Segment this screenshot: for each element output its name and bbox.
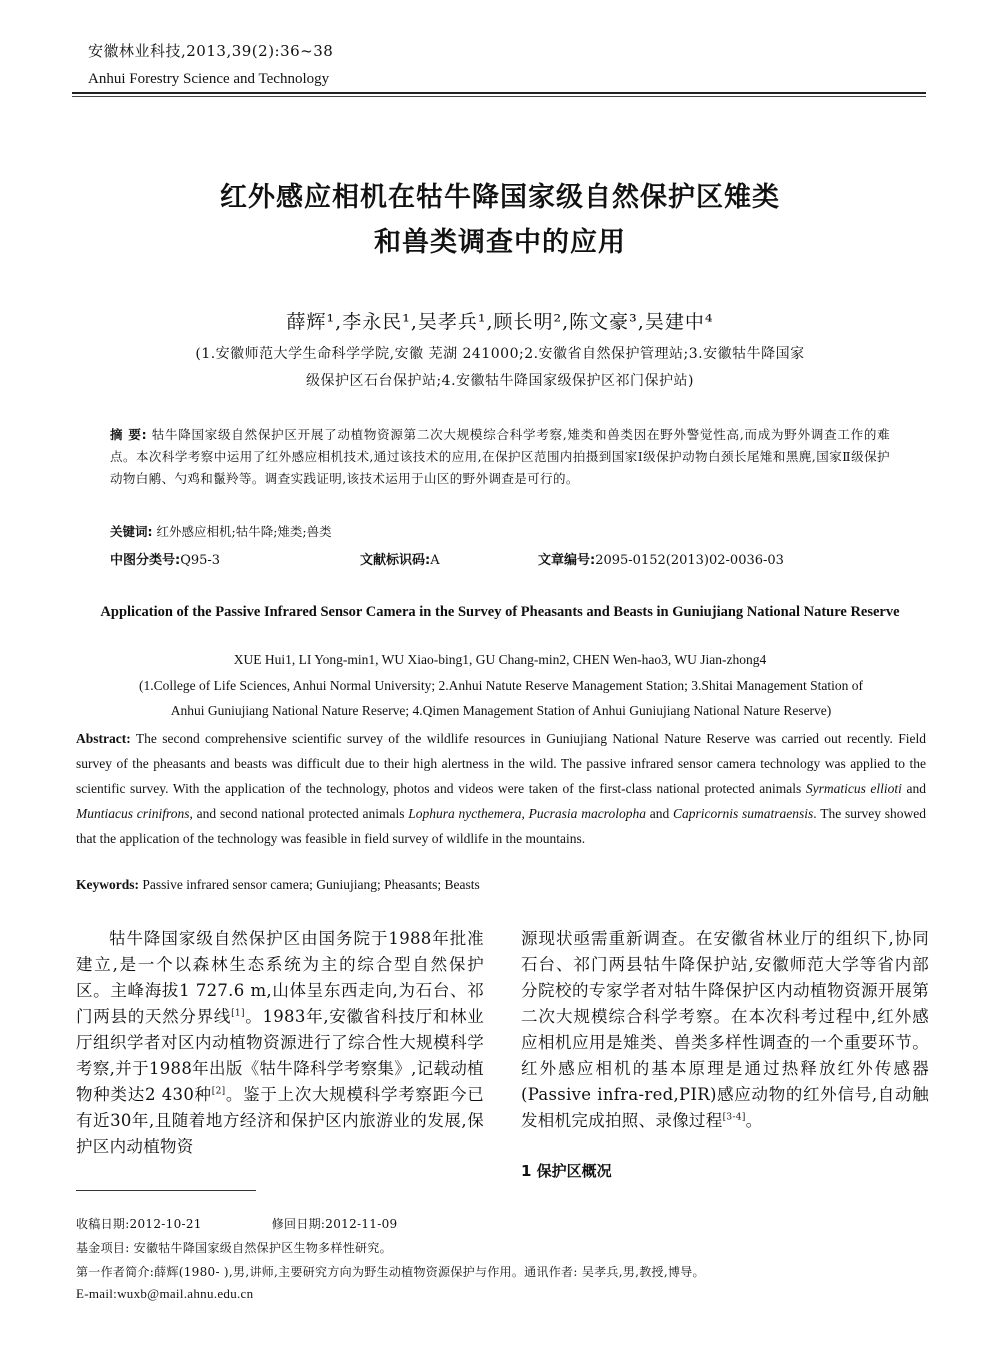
keywords-en-label: Keywords: (76, 877, 139, 892)
citation-1: [1] (231, 1008, 245, 1019)
abstract-cn-text: 牯牛降国家级自然保护区开展了动植物资源第二次大规模综合科学考察,雉类和兽类因在野外警觉性高,而成为野外调查工作的难点。本次科学考察中运用了红外感应相机技术,通过该技术的应用,在保护区范围内拍摄到国家Ⅰ级保护动物白颈长尾雉和黑麂,国家Ⅱ级保护动物白鹇、勺鸡和鬣羚等。调查实践证明,该技术运用于山区的野外调查是可行的。 (110, 427, 891, 486)
received-date: 收稿日期:2012-10-21 (76, 1217, 202, 1231)
species-syrmaticus: Syrmaticus ellioti (805, 781, 902, 796)
species-muntiacus: Muntiacus crinifrons (76, 806, 190, 821)
clc-number (110, 549, 220, 568)
journal-header-cn: 安徽林业科技,2013,39(2):36~38 (88, 42, 334, 60)
keywords-cn-label: 关键词: (110, 524, 153, 539)
abstract-cn (110, 424, 890, 490)
doc-code-value: A (430, 553, 440, 568)
citation-2: [2] (211, 1086, 226, 1097)
header-rule-thick (72, 92, 926, 94)
clc-value: Q95-3 (180, 553, 221, 568)
abstract-en-comma1: , (521, 806, 529, 821)
affiliations-en-line1: (1.College of Life Sciences, Anhui Normal University; 2.Anhui Natute Reserve Management Station; 3.Shitai Management Station of (139, 678, 863, 693)
clc-label: 中图分类号: (110, 553, 181, 568)
section-heading-1: 1 保护区概况 (521, 1162, 612, 1180)
title-cn-line1: 红外感应相机在牯牛降国家级自然保护区雉类 (220, 182, 780, 213)
footnote-rule (76, 1190, 256, 1191)
title-cn-line2: 和兽类调查中的应用 (374, 227, 626, 258)
keywords-en (76, 877, 480, 893)
body-left-c: 。鉴于上次大规模科学考察距今已有近30年,且随着地方经济和保护区内旅游业的发展,保护区内动植物资 (76, 1085, 484, 1156)
doc-code-label: 文献标识码: (360, 553, 431, 568)
footnote-fund: 基金项目: 安徽牯牛降国家级自然保护区生物多样性研究。 (76, 1241, 392, 1255)
article-number (538, 549, 784, 568)
body-left-a: 牯牛降国家级自然保护区由国务院于1988年批准建立,是一个以森林生态系统为主的综合型自然保护区。主峰海拔1 727.6 m,山体呈东西走向,为石台、祁门两县的天然分界线 (76, 929, 484, 1026)
authors-en: XUE Hui1, LI Yong-min1, WU Xiao-bing1, GU Chang-min2, CHEN Wen-hao3, WU Jian-zhong4 (233, 652, 767, 667)
keywords-cn-text: 红外感应相机;牯牛降;雉类;兽类 (156, 524, 332, 539)
species-pucrasia: Pucrasia macrolopha (528, 806, 646, 821)
body-right-b: 。 (745, 1111, 763, 1130)
affiliations-cn-line2: 级保护区石台保护站;4.安徽牯牛降国家级保护区祁门保护站) (305, 373, 695, 389)
abstract-en-text1: The second comprehensive scientific survey of the wildlife resources in Guniujiang National Nature Reserve was carried out recently. Field survey of the pheasants and beasts was difficult due to their high alertness in the wild. The passive infrared sensor camera technology was applied to the scientific survey. With the application of the technology, photos and videos were taken of the first-class national protected animals (76, 731, 926, 796)
keywords-cn (110, 522, 332, 540)
abstract-cn-label: 摘 要: (110, 427, 148, 442)
abstract-en (76, 726, 926, 851)
article-number-label: 文章编号: (538, 553, 596, 568)
header-rule-thin (72, 96, 926, 97)
keywords-en-text: Passive infrared sensor camera; Guniujiang; Pheasants; Beasts (142, 877, 480, 892)
revised-date: 修回日期:2012-11-09 (271, 1217, 398, 1231)
footnote-author-bio: 第一作者简介:薛辉(1980- ),男,讲师,主要研究方向为野生动植物资源保护与作用。通讯作者: 吴孝兵,男,教授,博导。 (76, 1265, 705, 1279)
footnote-email: E-mail:wuxb@mail.ahnu.edu.cn (76, 1286, 254, 1301)
affiliations-cn-line1: (1.安徽师范大学生命科学学院,安徽 芜湖 241000;2.安徽省自然保护管理站;3.安徽牯牛降国家 (195, 346, 805, 362)
citation-3-4: [3-4] (722, 1112, 746, 1123)
abstract-en-and2: and (645, 806, 673, 821)
article-number-value: 2095-0152(2013)02-0036-03 (595, 553, 784, 568)
body-right-a: 源现状亟需重新调查。在安徽省林业厅的组织下,协同石台、祁门两县牯牛降保护站,安徽师范大学等省内部分院校的专家学者对牯牛降保护区内动植物资源开展第二次大规模综合科学考察。在本次科考过程中,红外感应相机应用是雉类、兽类多样性调查的一个重要环节。红外感应相机的基本原理是通过热释放红外传感器(Passive infra-red,PIR)感应动物的红外信号,自动触发相机完成拍照、录像过程 (521, 929, 929, 1130)
body-column-left (76, 926, 484, 1160)
abstract-en-text3: . The survey showed that the application of the technology was feasible in field survey of wildlife in the mountains. (76, 806, 926, 846)
doc-code (360, 549, 440, 568)
abstract-en-text2: , and second national protected animals (189, 806, 409, 821)
authors-cn: 薛辉¹,李永民¹,吴孝兵¹,顾长明²,陈文豪³,吴建中⁴ (286, 311, 714, 333)
abstract-en-and1: and (901, 781, 926, 796)
body-left-b: 。1983年,安徽省科技厅和林业厅组织学者对区内动植物资源进行了综合性大规模科学考察,并于1988年出版《牯牛降科学考察集》,记载动植物种类达2 430种 (76, 1007, 484, 1104)
title-en: Application of the Passive Infrared Sensor Camera in the Survey of Pheasants and Beasts in Guniujiang National Nature Reserve (100, 604, 900, 620)
body-column-right (521, 926, 929, 1134)
species-lophura: Lophura nycthemera (408, 806, 522, 821)
journal-header-en: Anhui Forestry Science and Technology (88, 71, 330, 87)
affiliations-en-line2: Anhui Guniujiang National Nature Reserve; 4.Qimen Management Station of Anhui Guniujiang National Nature Reserve) (170, 703, 832, 718)
footnote-dates (76, 1215, 397, 1232)
species-capricornis: Capricornis sumatraensis (673, 806, 814, 821)
abstract-en-label: Abstract: (76, 731, 131, 746)
